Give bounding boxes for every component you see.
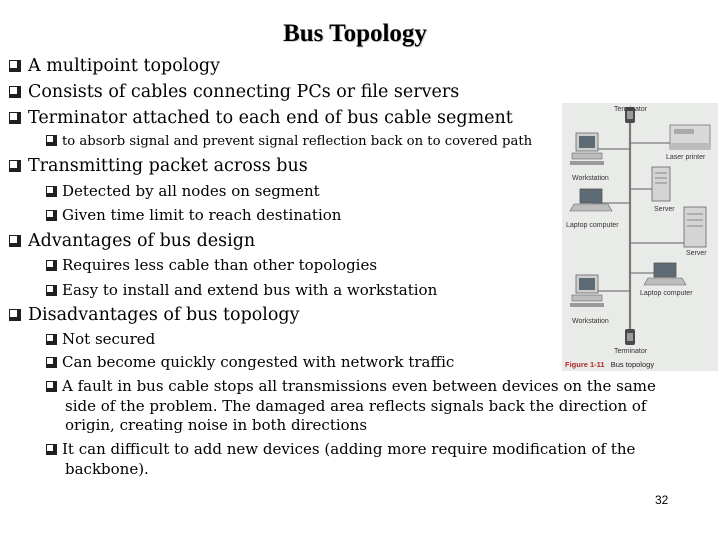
bullet [9,157,308,175]
sub-bullet [46,442,635,458]
workstation-bottom-label: Workstation [572,318,609,325]
bullet-text: Transmitting packet across bus [28,156,308,176]
bullet-square-icon [46,260,57,271]
sub-bullet [46,355,454,371]
terminator-bottom-label: Terminator [614,348,648,355]
bullet-text: A fault in bus cable stops all transmissions even between devices on the same [62,377,656,395]
sub-bullet-continuation: backbone). [65,460,149,478]
sub-bullet [46,258,377,274]
server-icon [684,207,706,247]
bullet-square-icon [9,309,21,321]
page-number: 32 [655,493,669,507]
bullet-square-icon [9,160,21,172]
bullet-text: It can difficult to add new devices (adding more require modification of the [62,440,636,458]
sub-bullet [46,332,155,348]
workstation-top-label: Workstation [572,175,609,182]
figure-caption-number: Figure 1-11 [565,360,605,369]
laser-printer-label: Laser printer [666,154,706,161]
terminator-top-label: Terminator [614,106,648,113]
bullet [9,57,220,75]
bullet-square-icon [9,235,21,247]
bullet-text: Advantages of bus design [28,231,256,251]
bullet-square-icon [46,135,57,146]
bullet [9,306,300,324]
sub-bullet-continuation: origin, creating noise in both directions [65,416,368,434]
laser-printer-icon [670,125,710,149]
figure-caption-text: Bus topology [610,360,655,369]
bullet-text: to absorb signal and prevent signal reflection back on to covered path [62,134,533,149]
bullet-text: Terminator attached to each end of bus cable segment [28,108,513,128]
bullet-square-icon [46,334,57,345]
sub-bullet [46,135,532,149]
bullet-text: Given time limit to reach destination [62,206,342,224]
server-label: Server [654,206,675,213]
laptop-icon [570,189,612,211]
bullet-square-icon [9,60,21,72]
terminator-bottom-icon [625,329,635,345]
bullet-text: Easy to install and extend bus with a workstation [62,281,438,299]
slide-title: Bus Topology [283,20,427,47]
figure-caption [565,360,654,369]
bullet-text: Detected by all nodes on segment [62,182,320,200]
laptop-label: Laptop computer [640,290,693,297]
bullet-square-icon [46,186,57,197]
bullet [9,109,513,127]
bullet-square-icon [9,112,21,124]
sub-bullet [46,379,656,395]
bullet-text: Can become quickly congested with network traffic [62,353,455,371]
bullet [9,232,255,250]
server-icon [652,167,670,201]
bullet-text: A multipoint topology [28,56,221,76]
bullet-text: Not secured [62,330,156,348]
bus-topology-diagram [562,103,718,371]
server-label: Server [686,250,707,257]
bullet-square-icon [9,86,21,98]
bullet-square-icon [46,285,57,296]
sub-bullet [46,283,437,299]
bullet-text: Consists of cables connecting PCs or file servers [28,82,460,102]
bullet-text: Requires less cable than other topologies [62,256,378,274]
sub-bullet [46,208,341,224]
bullet-square-icon [46,357,57,368]
bullet-square-icon [46,210,57,221]
bullet-square-icon [46,381,57,392]
bullet-text: Disadvantages of bus topology [28,305,300,325]
bus-topology-figure [562,103,718,371]
laptop-icon [644,263,686,285]
bullet [9,83,459,101]
sub-bullet [46,184,320,200]
laptop-label: Laptop computer [566,222,619,229]
bullet-square-icon [46,444,57,455]
sub-bullet-continuation: side of the problem. The damaged area reflects signals back the direction of [65,397,647,415]
